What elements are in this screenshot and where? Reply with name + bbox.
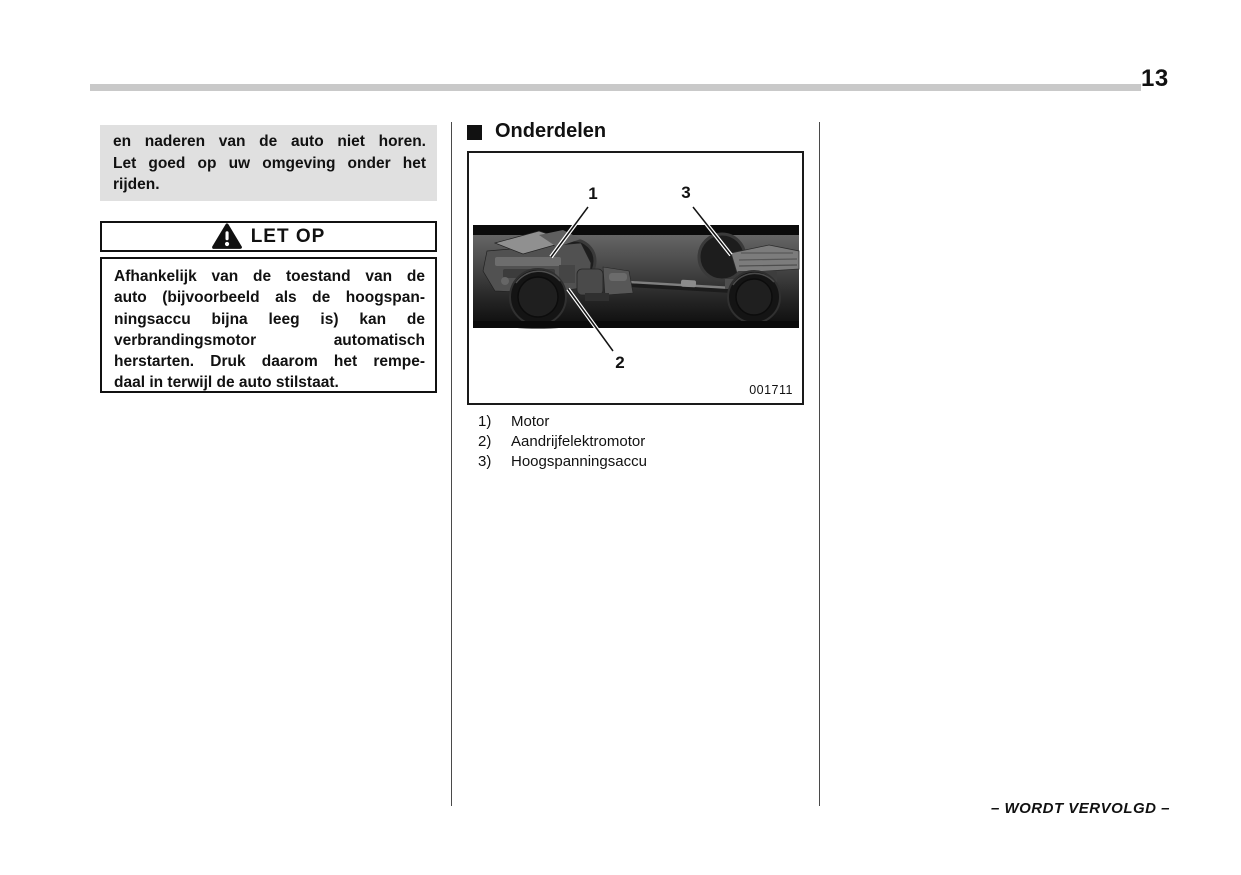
- page-number: 13: [1141, 65, 1169, 92]
- section-square-icon: [467, 125, 482, 140]
- column-divider-left: [451, 122, 452, 806]
- legend-item: [478, 412, 647, 432]
- caution-body-line: Afhankelijk van de toestand van de: [114, 268, 425, 285]
- legend-item-number: 2): [478, 433, 492, 450]
- legend-item-number: 1): [478, 413, 492, 430]
- caution-body-line: daal in terwijl de auto stilstaat.: [114, 374, 339, 392]
- figure-callout-3: 3: [681, 183, 691, 202]
- legend-item-label: Motor: [511, 413, 550, 430]
- caution-body-line: herstarten. Druk daarom het rempe-: [114, 353, 425, 371]
- continued-note: – WORDT VERVOLGD –: [990, 800, 1170, 817]
- drivetrain-figure: [467, 151, 804, 405]
- caution-body-line: auto (bijvoorbeeld als de hoogspan-: [114, 289, 425, 307]
- caution-body-line: ningsaccu bijna leeg is) kan de: [114, 310, 425, 328]
- column-divider-right: [819, 122, 820, 806]
- figure-legend: [478, 412, 647, 472]
- figure-callout-2: 2: [615, 353, 625, 372]
- highlight-line: en naderen van de auto niet horen.: [113, 133, 426, 150]
- legend-item-label: Hoogspanningsaccu: [511, 453, 647, 470]
- caution-body-line: verbrandingsmotor automatisch: [114, 331, 425, 349]
- legend-item: [478, 452, 647, 472]
- warning-triangle-icon: [212, 223, 242, 250]
- section-title: Onderdelen: [495, 120, 607, 142]
- highlight-line: Let goed op uw omgeving onder het: [113, 154, 426, 172]
- caution-body-box: [100, 257, 437, 393]
- section-heading: [467, 120, 606, 143]
- legend-item-label: Aandrijfelektromotor: [511, 433, 646, 450]
- highlighted-paragraph: [100, 125, 437, 201]
- figure-image-code: 001711: [749, 383, 793, 397]
- highlight-line: rijden.: [113, 176, 160, 193]
- legend-item-number: 3): [478, 453, 492, 470]
- legend-item: [478, 432, 647, 452]
- caution-title: LET OP: [250, 225, 326, 247]
- caution-header-box: [100, 221, 437, 252]
- header-rule: [90, 84, 1141, 91]
- figure-callout-1: 1: [588, 184, 598, 203]
- drivetrain-photo: [469, 153, 802, 403]
